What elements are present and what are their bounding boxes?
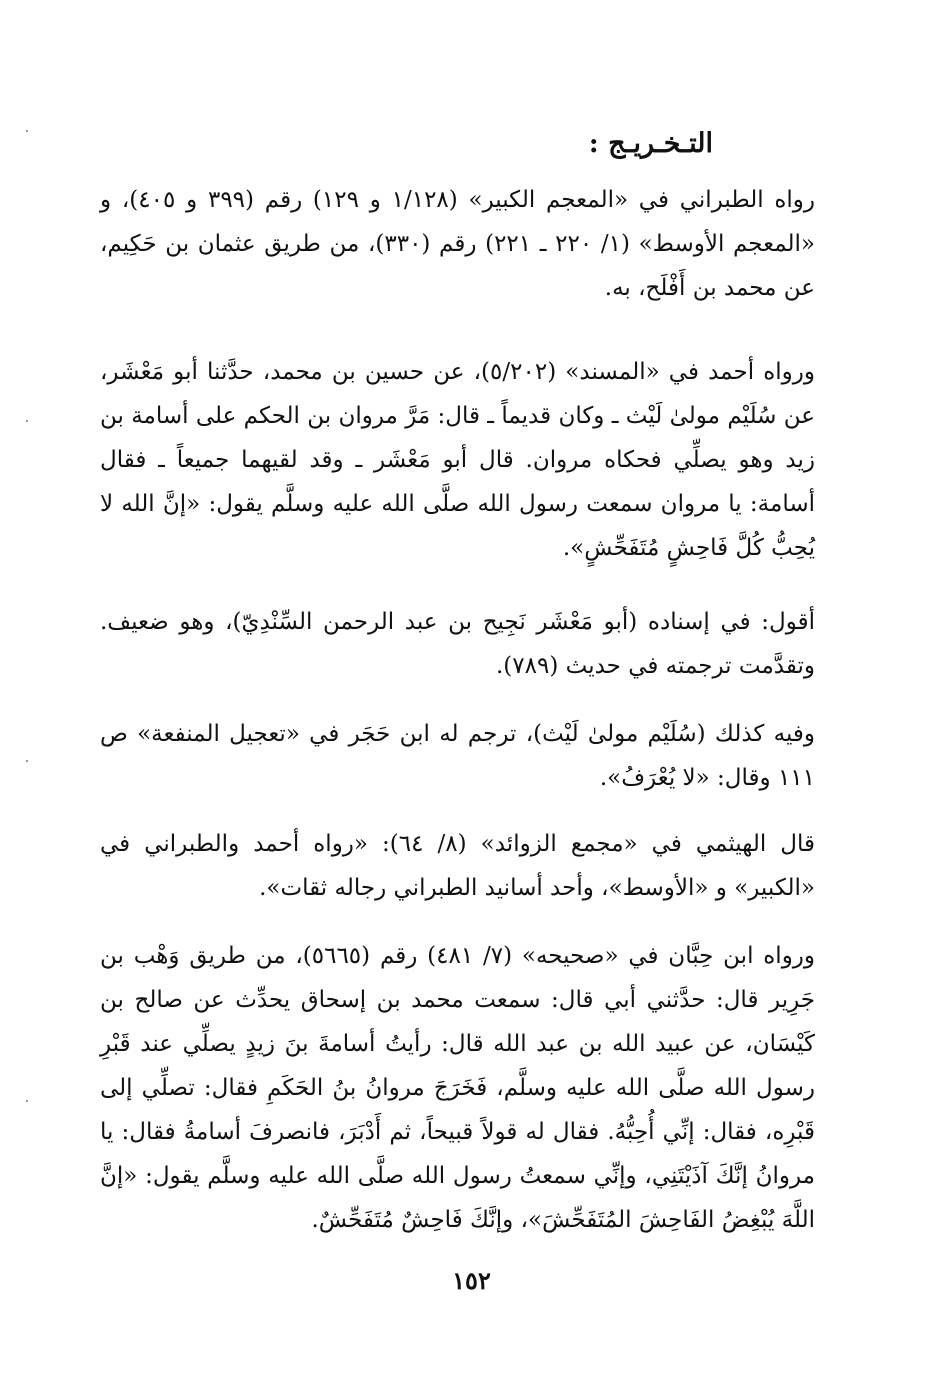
scan-speck (26, 1100, 28, 1102)
paragraph-sulaym: وفيه كذلك (سُلَيْم مولىٰ لَيْث)، ترجم له ابن حَجَر في «تعجيل المنفعة» ص ١١١ وقال: «لا يُعْرَفُ». (100, 721, 815, 791)
paragraph-tabarani: رواه الطبراني في «المعجم الكبير» (١/١٢٨ و ١٢٩) رقم (٣٩٩ و ٤٠٥)، و «المعجم الأوسط» (١/ ٢٢٠ ـ ٢٢١) رقم (٣٣٠)، من طريق عثمان بن حَكِيم، عن محمد بن أَفْلَح، به. (100, 187, 816, 301)
paragraph-haythami: قال الهيثمي في «مجمع الزوائد» (٨/ ٦٤): «رواه أحمد والطبراني في «الكبير» و «الأوسط»، وأحد أسانيد الطبراني رجاله ثقات». (100, 831, 815, 901)
scan-speck (26, 760, 28, 762)
scan-speck (26, 420, 28, 422)
paragraph-ahmad: ورواه أحمد في «المسند» (٥/٢٠٢)، عن حسين بن محمد، حدَّثنا أبو مَعْشَر، عن سُلَيْم مولىٰ لَيْث ـ وكان قديماً ـ قال: مَرَّ مروان بن الحكم على أسامة بن زيد وهو يصلِّي فحكاه مروان. قال أبو مَعْشَر ـ وقد لقيهما جميعاً ـ فقال أسامة: يا مروان سمعت رسول الله صلَّى الله عليه وسلَّم يقول: «إنَّ الله لا يُحِبُّ كُلَّ فَاحِشٍ مُتَفَحِّشٍ». (100, 359, 815, 561)
section-heading: التـخـريـج : (588, 128, 713, 159)
scan-speck (26, 130, 28, 132)
paragraph-comment-isnad: أقول: في إسناده (أبو مَعْشَر نَجِيح بن عبد الرحمن السِّنْدِيّ)، وهو ضعيف. وتقدَّمت ترجمته في حديث (٧٨٩). (100, 609, 815, 679)
paragraph-ibn-hibban: ورواه ابن حِبَّان في «صحيحه» (٧/ ٤٨١) رقم (٥٦٦٥)، من طريق وَهْب بن جَرِير قال: حدَّثني أبي قال: سمعت محمد بن إسحاق يحدِّث عن صالح بن كَيْسَان، عن عبيد الله بن عبد الله قال: رأيتُ أسامةَ بنَ زيدٍ يصلِّي عند قَبْرِ رسول الله صلَّى الله عليه وسلَّم، فَخَرَجَ مروانُ بنُ الحَكَمِ فقال: تصلِّي إلى قَبْرِه، فقال: إنِّي أُحِبُّهُ. فقال له قولاً قبيحاً، ثم أَدْبَرَ، فانصرفَ أسامةُ فقال: يا مروانُ إنَّكَ آذَيْتَنِي، وإنِّي سمعتُ رسول الله صلَّى الله عليه وسلَّم يقول: «إنَّ اللَّهَ يُبْغِضُ الفَاحِشَ المُتَفَحِّشَ»، وإنَّكَ فَاحِشٌ مُتَفَحِّشٌ. (100, 943, 816, 1233)
page-number: ١٥٢ (452, 1266, 491, 1295)
